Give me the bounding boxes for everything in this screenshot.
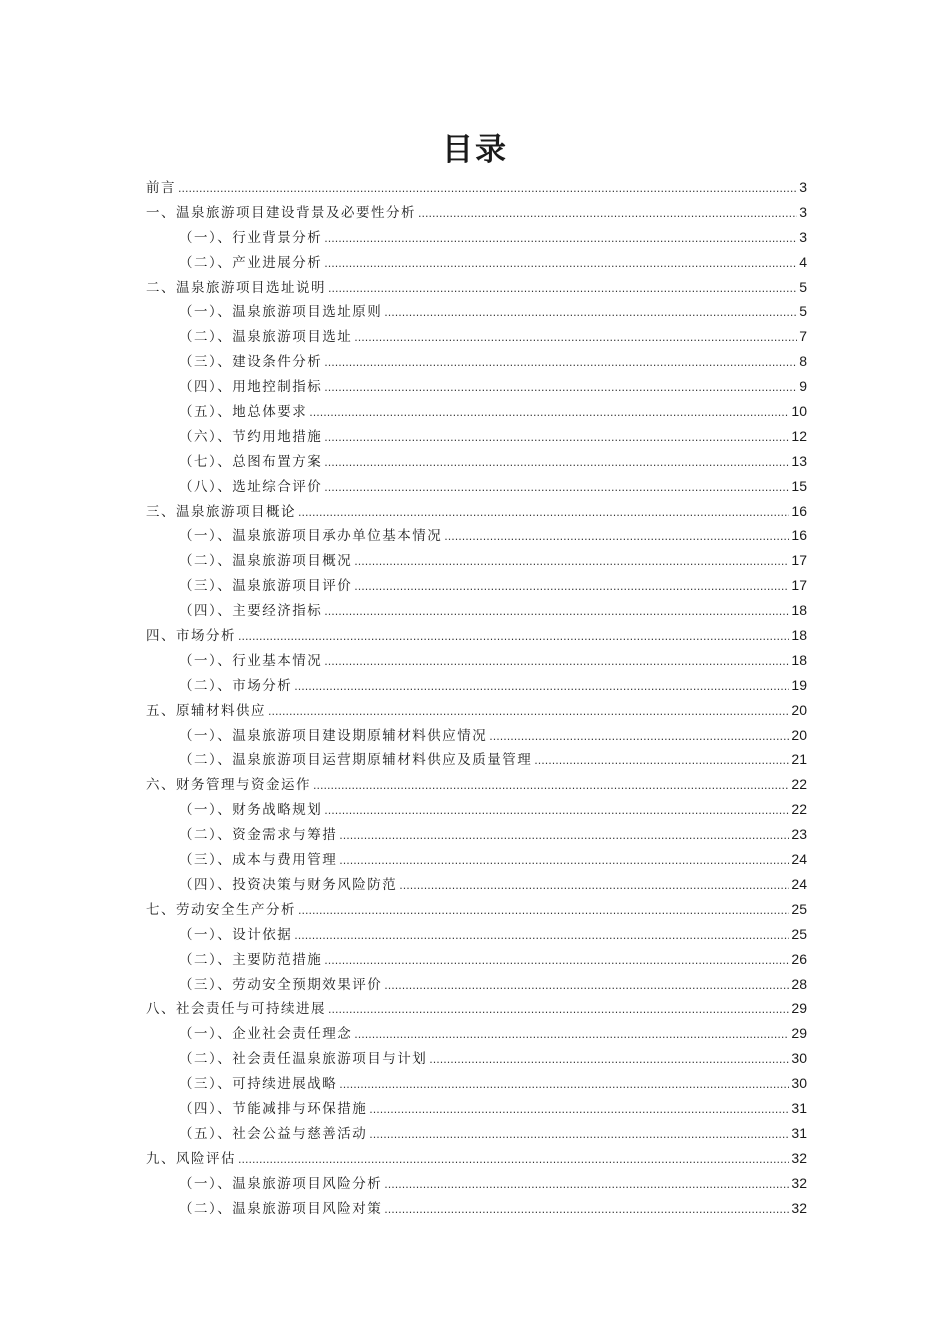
toc-entry-label: （四）、主要经济指标 (179, 603, 323, 620)
toc-entry-label: 八、社会责任与可持续进展 (146, 1001, 326, 1018)
toc-page-number: 3 (799, 179, 807, 195)
toc-entry[interactable] (146, 772, 807, 797)
toc-dot-leader (399, 874, 789, 899)
toc-entry-label: （二）、温泉旅游项目风险对策 (179, 1200, 383, 1217)
toc-entry-label: （七）、总图布置方案 (179, 453, 323, 470)
toc-entry-label: 前言 (146, 180, 176, 196)
toc-entry-label: （二）、温泉旅游项目运营期原辅材料供应及质量管理 (179, 752, 533, 769)
toc-subentry[interactable] (146, 324, 807, 349)
toc-page-number: 25 (791, 925, 807, 942)
toc-page-number: 17 (791, 577, 807, 594)
toc-page-number: 3 (799, 228, 807, 245)
toc-entry[interactable] (146, 1146, 807, 1171)
toc-page-number: 8 (799, 353, 807, 370)
toc-entry-label: （四）、用地控制指标 (179, 379, 323, 396)
toc-entry-label: 五、原辅材料供应 (146, 702, 266, 719)
toc-page-number: 5 (799, 278, 807, 295)
toc-page-number: 32 (791, 1149, 807, 1166)
toc-page-number: 32 (791, 1174, 807, 1191)
toc-dot-leader (268, 700, 789, 725)
toc-entry[interactable] (146, 897, 807, 922)
toc-page-number: 5 (799, 303, 807, 320)
toc-entry-label: （三）、温泉旅游项目评价 (179, 578, 353, 595)
toc-entry[interactable] (146, 623, 807, 648)
toc-subentry[interactable] (146, 399, 807, 424)
toc-page-number: 26 (791, 950, 807, 967)
toc-page-number: 29 (791, 1000, 807, 1017)
toc-entry-label: （一）、温泉旅游项目风险分析 (179, 1175, 383, 1192)
toc-subentry[interactable] (146, 797, 807, 822)
toc-entry-label: （六）、节约用地措施 (179, 428, 323, 445)
toc-dot-leader (238, 625, 789, 650)
toc-entry-label: （一）、温泉旅游项目承办单位基本情况 (179, 528, 443, 545)
toc-page-number: 16 (791, 502, 807, 519)
toc-page-number: 20 (791, 701, 807, 718)
toc-entry-label: 七、劳动安全生产分析 (146, 901, 296, 918)
toc-entry[interactable] (146, 996, 807, 1021)
toc-page-number: 20 (791, 726, 807, 743)
toc-subentry[interactable] (146, 673, 807, 698)
toc-page-number: 4 (799, 253, 807, 270)
toc-page-number: 15 (791, 477, 807, 494)
toc-dot-leader (418, 202, 797, 227)
toc-subentry[interactable] (146, 723, 807, 748)
toc-dot-leader (328, 998, 789, 1023)
toc-page-number: 23 (791, 826, 807, 843)
toc-page-number: 7 (799, 328, 807, 345)
toc-entry-label: （四）、节能减排与环保措施 (179, 1100, 368, 1117)
toc-subentry[interactable] (146, 598, 807, 623)
toc-subentry[interactable] (146, 449, 807, 474)
toc-dot-leader (354, 550, 789, 575)
toc-subentry[interactable] (146, 822, 807, 847)
toc-dot-leader (444, 525, 789, 550)
toc-page-number: 19 (791, 676, 807, 693)
toc-entry-label: （三）、劳动安全预期效果评价 (179, 976, 383, 993)
toc-dot-leader (384, 1173, 789, 1198)
toc-subentry[interactable] (146, 747, 807, 772)
toc-page-number: 18 (791, 627, 807, 644)
toc-dot-leader (298, 501, 789, 526)
toc-page-number: 22 (791, 776, 807, 793)
toc-entry-label: （三）、可持续进展战略 (179, 1076, 338, 1093)
toc-page-number: 25 (791, 900, 807, 917)
toc-dot-leader (354, 575, 789, 600)
toc-dot-leader (238, 1148, 789, 1173)
toc-dot-leader (354, 1023, 789, 1048)
toc-entry-label: （一）、财务战略规划 (179, 802, 323, 819)
toc-subentry[interactable] (146, 474, 807, 499)
toc-subentry[interactable] (146, 1196, 807, 1221)
toc-entry-label: （一）、设计依据 (179, 926, 293, 943)
toc-page-number: 32 (791, 1199, 807, 1216)
toc-subentry[interactable] (146, 972, 807, 997)
toc-dot-leader (324, 376, 797, 401)
toc-entry-label: （一）、温泉旅游项目建设期原辅材料供应情况 (179, 727, 488, 744)
toc-subentry[interactable] (146, 1071, 807, 1096)
toc-entry-label: 一、温泉旅游项目建设背景及必要性分析 (146, 204, 416, 221)
toc-subentry[interactable] (146, 548, 807, 573)
toc-page-number: 24 (791, 851, 807, 868)
toc-subentry[interactable] (146, 1121, 807, 1146)
toc-entry-label: （一）、行业背景分析 (179, 229, 323, 246)
toc-dot-leader (324, 600, 789, 625)
toc-dot-leader (429, 1048, 789, 1073)
toc-entry[interactable] (146, 175, 807, 200)
toc-page-number: 30 (791, 1050, 807, 1067)
toc-subentry[interactable] (146, 424, 807, 449)
toc-page-number: 29 (791, 1025, 807, 1042)
toc-entry-label: （一）、行业基本情况 (179, 652, 323, 669)
toc-entry-label: （一）、温泉旅游项目选址原则 (179, 304, 383, 321)
toc-dot-leader (339, 1073, 789, 1098)
toc-subentry[interactable] (146, 225, 807, 250)
toc-dot-leader (324, 650, 789, 675)
toc-dot-leader (328, 277, 797, 302)
toc-dot-leader (384, 301, 797, 326)
toc-subentry[interactable] (146, 374, 807, 399)
toc-entry-label: （二）、温泉旅游项目概况 (179, 553, 353, 570)
toc-page-number: 18 (791, 651, 807, 668)
toc-entry-label: （二）、产业进展分析 (179, 254, 323, 271)
toc-page-number: 16 (791, 527, 807, 544)
toc-dot-leader (324, 426, 789, 451)
toc-page-number: 31 (791, 1124, 807, 1141)
toc-entry-label: （二）、温泉旅游项目选址 (179, 329, 353, 346)
toc-dot-leader (354, 326, 797, 351)
toc-dot-leader (324, 252, 797, 277)
toc-page-number: 10 (791, 403, 807, 420)
toc-entry-label: （八）、选址综合评价 (179, 478, 323, 495)
toc-subentry[interactable] (146, 1171, 807, 1196)
toc-dot-leader (324, 351, 797, 376)
toc-subentry[interactable] (146, 299, 807, 324)
toc-page-number: 22 (791, 801, 807, 818)
toc-subentry[interactable] (146, 872, 807, 897)
toc-dot-leader (298, 899, 789, 924)
toc-list (146, 175, 807, 1220)
toc-page-number: 31 (791, 1099, 807, 1116)
toc-dot-leader (369, 1123, 789, 1148)
toc-entry-label: 九、风险评估 (146, 1150, 236, 1167)
toc-subentry[interactable] (146, 1021, 807, 1046)
toc-dot-leader (324, 227, 797, 252)
toc-entry[interactable] (146, 275, 807, 300)
toc-entry-label: （二）、主要防范措施 (179, 951, 323, 968)
toc-dot-leader (324, 949, 789, 974)
toc-entry-label: （三）、成本与费用管理 (179, 852, 338, 869)
toc-page-number: 17 (791, 552, 807, 569)
toc-page-number: 13 (791, 452, 807, 469)
toc-entry-label: （五）、地总体要求 (179, 404, 308, 421)
toc-dot-leader (384, 974, 789, 999)
toc-page-number: 12 (791, 427, 807, 444)
toc-subentry[interactable] (146, 922, 807, 947)
toc-entry-label: （四）、投资决策与财务风险防范 (179, 876, 398, 893)
toc-dot-leader (384, 1198, 789, 1223)
toc-entry-label: （三）、建设条件分析 (179, 354, 323, 371)
toc-entry[interactable] (146, 200, 807, 225)
toc-page-number: 30 (791, 1075, 807, 1092)
toc-entry-label: （二）、资金需求与筹措 (179, 827, 338, 844)
toc-page-number: 9 (799, 378, 807, 395)
toc-dot-leader (324, 476, 789, 501)
toc-page-number: 18 (791, 602, 807, 619)
toc-dot-leader (309, 401, 789, 426)
toc-subentry[interactable] (146, 250, 807, 275)
toc-page-number: 3 (799, 203, 807, 220)
toc-entry-label: （二）、市场分析 (179, 677, 293, 694)
toc-subentry[interactable] (146, 1096, 807, 1121)
toc-dot-leader (324, 799, 789, 824)
toc-dot-leader (313, 774, 789, 799)
toc-subentry[interactable] (146, 349, 807, 374)
toc-entry-label: 四、市场分析 (146, 628, 236, 645)
toc-dot-leader (369, 1098, 789, 1123)
toc-title: 目录 (442, 132, 508, 168)
toc-entry-label: 三、温泉旅游项目概论 (146, 503, 296, 520)
toc-dot-leader (324, 451, 789, 476)
toc-page-number: 24 (791, 875, 807, 892)
toc-page-number: 28 (791, 975, 807, 992)
toc-dot-leader (294, 924, 789, 949)
toc-dot-leader (339, 824, 789, 849)
toc-subentry[interactable] (146, 523, 807, 548)
toc-subentry[interactable] (146, 648, 807, 673)
toc-dot-leader (339, 849, 789, 874)
toc-dot-leader (489, 725, 789, 750)
toc-subentry[interactable] (146, 1046, 807, 1071)
toc-entry-label: （二）、社会责任温泉旅游项目与计划 (179, 1051, 428, 1068)
toc-entry-label: （一）、企业社会责任理念 (179, 1026, 353, 1043)
toc-entry[interactable] (146, 499, 807, 524)
toc-page-number: 21 (791, 751, 807, 768)
toc-subentry[interactable] (146, 573, 807, 598)
toc-entry-label: （五）、社会公益与慈善活动 (179, 1125, 368, 1142)
toc-entry-label: 二、温泉旅游项目选址说明 (146, 279, 326, 296)
toc-subentry[interactable] (146, 947, 807, 972)
toc-dot-leader (534, 749, 789, 774)
toc-subentry[interactable] (146, 847, 807, 872)
toc-entry[interactable] (146, 698, 807, 723)
toc-entry-label: 六、财务管理与资金运作 (146, 777, 311, 794)
toc-dot-leader (178, 177, 797, 202)
toc-dot-leader (294, 675, 789, 700)
